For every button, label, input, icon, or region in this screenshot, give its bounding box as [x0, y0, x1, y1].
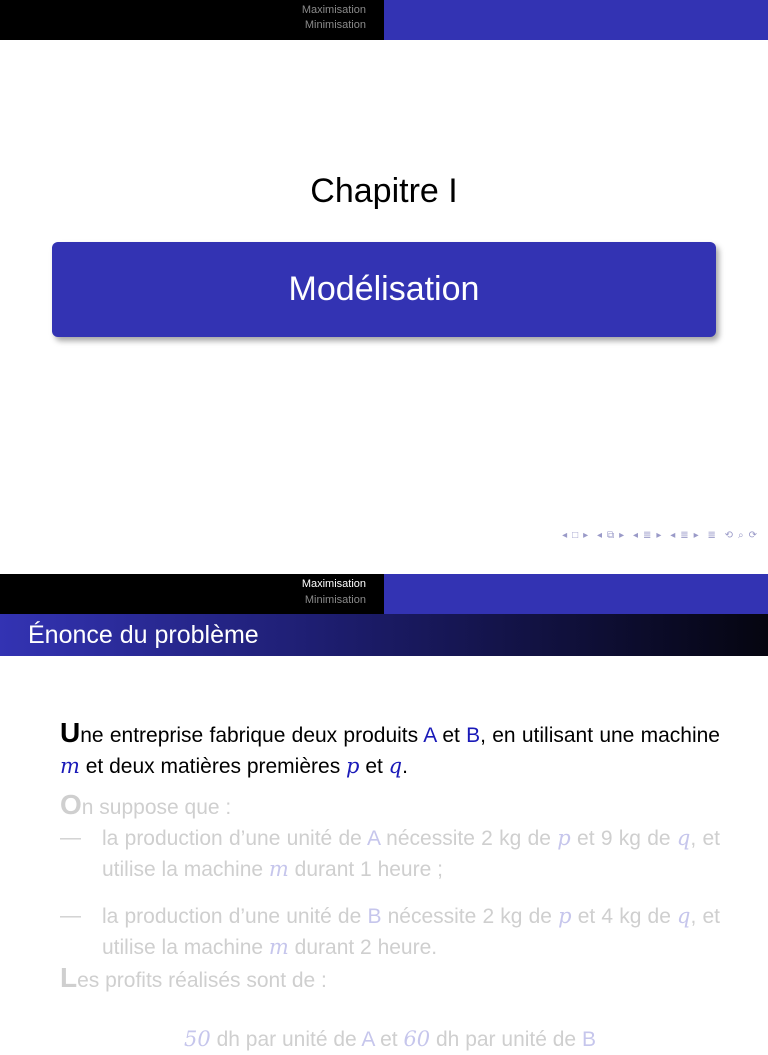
forward-icon[interactable]: ⟳: [748, 530, 758, 541]
profit-b-value: 60: [403, 1027, 431, 1051]
text: et: [359, 755, 389, 778]
section-link-minimisation[interactable]: Minimisation: [304, 594, 366, 606]
list-item: [60, 901, 720, 963]
nav-prev-arrow-icon[interactable]: ◂: [562, 530, 569, 541]
slide2-headline: [0, 574, 768, 614]
material-p-symbol: p: [557, 826, 571, 850]
text: la production d’une unité de: [102, 827, 367, 850]
section-link-minimisation[interactable]: Minimisation: [304, 19, 366, 31]
slide1-headline: [0, 0, 768, 40]
nav-prev-arrow-icon[interactable]: ◂: [596, 530, 604, 541]
product-a: A: [423, 724, 437, 747]
text: et: [374, 1028, 404, 1051]
material-p-symbol: p: [346, 754, 360, 778]
drop-initial: O: [60, 789, 82, 820]
text: nécessite 2 kg de: [381, 905, 559, 928]
nav-next-arrow-icon[interactable]: ▸: [693, 530, 700, 541]
appendix-icon[interactable]: ≣: [707, 530, 717, 541]
text: et: [436, 724, 467, 747]
headline-blue-block: [384, 0, 768, 40]
text: nécessite 2 kg de: [379, 827, 558, 850]
section-link-maximisation[interactable]: Maximisation: [301, 4, 366, 16]
dash-bullet: —: [60, 904, 81, 927]
nav-next-arrow-icon[interactable]: ▸: [583, 530, 590, 541]
chapter-title: Chapitre I: [310, 172, 458, 210]
material-p-symbol: p: [558, 904, 572, 928]
drop-initial: L: [60, 962, 78, 993]
product-b: B: [581, 1028, 596, 1051]
text: durant 2 heure.: [288, 936, 438, 959]
product-b: B: [466, 724, 481, 747]
problem-statement: [60, 718, 720, 1055]
product-a: A: [361, 1028, 375, 1051]
section-icon[interactable]: ≣: [643, 530, 653, 541]
text: , et utilise la machine: [102, 905, 720, 959]
product-b: B: [367, 905, 382, 928]
material-q-symbol: q: [677, 904, 691, 928]
text: durant 1 heure ;: [288, 858, 443, 881]
text: et 9 kg de: [570, 827, 677, 850]
section-link-maximisation[interactable]: Maximisation: [301, 578, 366, 590]
text: .: [402, 755, 408, 778]
material-q-symbol: q: [388, 754, 403, 778]
material-q-symbol: q: [676, 826, 691, 850]
profit-line: [60, 1024, 720, 1055]
text: n suppose que :: [81, 796, 232, 819]
beamer-navigation-symbols: [560, 530, 760, 541]
text: dh par unité de: [430, 1028, 582, 1051]
nav-prev-arrow-icon[interactable]: ◂: [670, 530, 677, 541]
frame-title: Énonce du problème: [0, 614, 768, 656]
text: et 4 kg de: [571, 905, 678, 928]
frame-icon[interactable]: □: [572, 530, 580, 541]
machine-symbol: m: [268, 857, 289, 881]
text: , et utilise la machine: [102, 827, 721, 881]
text: es profits réalisés sont de :: [77, 969, 327, 992]
text: ne entreprise fabrique deux produits: [80, 724, 424, 747]
document-icon[interactable]: ≣: [680, 530, 690, 541]
part-title-box: [52, 242, 716, 337]
paragraph-profits: [60, 963, 720, 996]
text: , en utilisant une machine: [480, 724, 720, 747]
section-nav: [0, 0, 384, 40]
profit-a-value: 50: [184, 1027, 211, 1051]
text: la production d’une unité de: [102, 905, 368, 928]
back-icon[interactable]: ⟲: [724, 530, 734, 541]
machine-symbol: m: [60, 754, 80, 778]
product-a: A: [367, 827, 380, 850]
subsection-icon[interactable]: ⧉: [607, 530, 616, 541]
nav-next-arrow-icon[interactable]: ▸: [656, 530, 663, 541]
drop-initial: U: [60, 717, 81, 748]
machine-symbol: m: [268, 935, 289, 959]
paragraph-suppose: [60, 790, 720, 823]
dash-bullet: —: [60, 826, 81, 849]
headline-blue-block: [384, 574, 768, 614]
list-item: [60, 823, 720, 885]
text: dh par unité de: [210, 1028, 362, 1051]
section-nav: [0, 574, 384, 614]
part-title: Modélisation: [288, 270, 480, 308]
nav-prev-arrow-icon[interactable]: ◂: [632, 530, 639, 541]
paragraph-intro: [60, 718, 720, 782]
text: et deux matières premières: [79, 755, 347, 778]
search-icon[interactable]: ⌕: [738, 530, 745, 541]
nav-next-arrow-icon[interactable]: ▸: [619, 530, 626, 541]
